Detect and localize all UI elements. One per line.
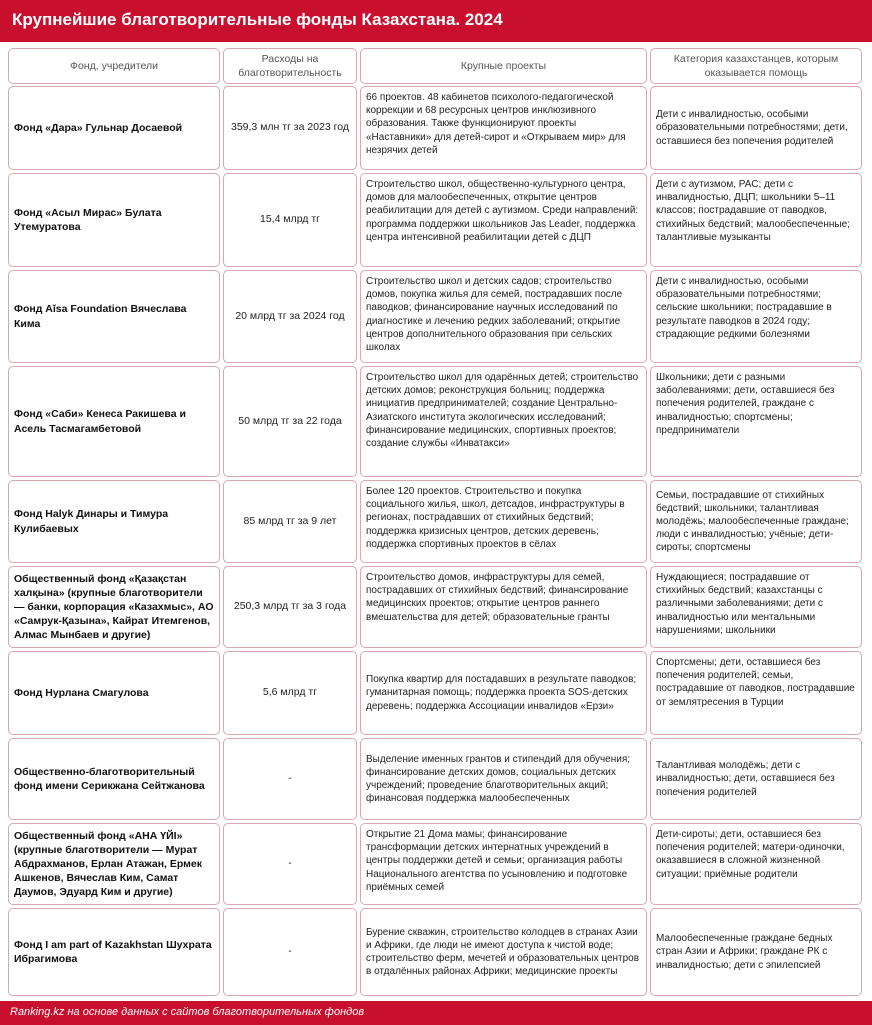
projects-cell: Строительство домов, инфраструктуры для семей, пострадавших от стихийных бедствий; финансирование медицинских проектов; открытие центров раннего вмешательства для детей; образовательные гранты xyxy=(360,566,647,648)
spending-cell: 250,3 млрд тг за 3 года xyxy=(223,566,357,648)
page-title: Крупнейшие благотворительные фонды Казахстана. 2024 xyxy=(12,10,503,29)
projects-cell: Строительство школ для одарённых детей; строительство детских домов; реконструкция больниц; поддержка инициатив предпринимателей; создание Центрально-Азиатского института экологических исследований; финансирование медицинских, спортивных проектов; создание службы «Инватакси» xyxy=(360,366,647,477)
projects-cell: Бурение скважин, строительство колодцев в странах Азии и Африки, где люди не имеют доступа к чистой воде; строительство ферм, мечетей и образовательных центров в отдалённых районах Африки; медицинские проекты xyxy=(360,908,647,996)
category-cell: Дети с инвалидностью, особыми образовательными потребностями; сельские школьники; пострадавшие в результате паводков в 2024 году; страдающие редкими болезнями xyxy=(650,270,862,363)
category-cell: Дети с инвалидностью, особыми образовательными потребностями; дети, оставшиеся без попечения родителей xyxy=(650,86,862,170)
fund-name-cell: Фонд Нурлана Смагулова xyxy=(8,651,220,735)
category-cell: Малообеспеченные граждане бедных стран Азии и Африки; граждане РК с инвалидностью; дети с эпилепсией xyxy=(650,908,862,996)
category-cell: Талантливая молодёжь; дети с инвалидностью; дети, оставшиеся без попечения родителей xyxy=(650,738,862,820)
footer-bar xyxy=(0,1001,872,1025)
fund-name-cell: Общественный фонд «Қазақстан халқына» (крупные благотворители — банки, корпорация «Казахмыс», АО «Самрук-Қазына», Кайрат Итемгенов, Алмас Мынбаев и другие) xyxy=(8,566,220,648)
title-bar xyxy=(0,0,872,42)
projects-cell: Строительство школ и детских садов; строительство домов, покупка жилья для семей, пострадавших после паводков; финансирование научных исследований по диагностике и лечению редких заболеваний; открытие центров дополнительного образования при сельских школах xyxy=(360,270,647,363)
fund-name-cell: Фонд Halyk Динары и Тимура Кулибаевых xyxy=(8,480,220,563)
spending-cell: - xyxy=(223,908,357,996)
header-spend: Расходы на благотворительность xyxy=(223,48,357,84)
header-category: Категория казахстанцев, которым оказывается помощь xyxy=(650,48,862,84)
projects-cell: 66 проектов. 48 кабинетов психолого-педагогической коррекции и 68 ресурсных центров инклюзивного образования. Также функционируют проекты «Наставники» для детей-сирот и «Открываем мир» для незрячих детей xyxy=(360,86,647,170)
spending-cell: - xyxy=(223,738,357,820)
projects-cell: Строительство школ, общественно-культурного центра, домов для малообеспеченных, открытие центров реабилитации для детей с аутизмом. Среди направлений: программа поддержки школьников Jas Leader, поддержка центра интенсивной реабилитации детей с ДЦП xyxy=(360,173,647,267)
category-cell: Школьники; дети с разными заболеваниями; дети, оставшиеся без попечения родителей, граждане с инвалидностью; спортсмены; предприниматели xyxy=(650,366,862,477)
source-note: Ranking.kz на основе данных с сайтов благотворительных фондов xyxy=(10,1006,365,1018)
spending-cell: 15,4 млрд тг xyxy=(223,173,357,267)
header-projects: Крупные проекты xyxy=(360,48,647,84)
spending-cell: 50 млрд тг за 22 года xyxy=(223,366,357,477)
fund-name-cell: Общественно-благотворительный фонд имени Серикжана Сейтжанова xyxy=(8,738,220,820)
category-cell: Дети с аутизмом, РАС; дети с инвалидностью, ДЦП; школьники 5–11 классов; пострадавшие от паводков, стихийных бедствий; малообеспеченные; талантливые музыканты xyxy=(650,173,862,267)
spending-cell: 85 млрд тг за 9 лет xyxy=(223,480,357,563)
projects-cell: Открытие 21 Дома мамы; финансирование трансформации детских интернатных учреждений в центры поддержки детей и семьи; организация работы Национального агентства по усыновлению и подготовке приёмных семей xyxy=(360,823,647,905)
spending-cell: 5,6 млрд тг xyxy=(223,651,357,735)
spending-cell: 359,3 млн тг за 2023 год xyxy=(223,86,357,170)
projects-cell: Выделение именных грантов и стипендий для обучения; финансирование детских домов, социальных детских учреждений; проведение благотворительных акций; финансовая поддержка малообеспеченных xyxy=(360,738,647,820)
fund-name-cell: Фонд «Асыл Мирас» Булата Утемуратова xyxy=(8,173,220,267)
projects-cell: Покупка квартир для постадавших в результате паводков; гуманитарная помощь; поддержка проекта SOS-детских деревень; поддержка Ассоциации инвалидов «Ерзи» xyxy=(360,651,647,735)
fund-name-cell: Фонд «Саби» Кенеса Ракишева и Асель Тасмагамбетовой xyxy=(8,366,220,477)
header-fund: Фонд, учредители xyxy=(8,48,220,84)
fund-name-cell: Общественный фонд «АНА ҮЙІ» (крупные благотворители — Мурат Абдрахманов, Ерлан Атажан, Ермек Ашкенов, Вячеслав Ким, Самат Даумов, Эдуард Ким и другие) xyxy=(8,823,220,905)
category-cell: Дети-сироты; дети, оставшиеся без попечения родителей; матери-одиночки, оказавшиеся в сложной жизненной ситуации; приёмные родители xyxy=(650,823,862,905)
spending-cell: 20 млрд тг за 2024 год xyxy=(223,270,357,363)
projects-cell: Более 120 проектов. Строительство и покупка социального жилья, школ, детсадов, инфраструктуры в регионах, пострадавших от стихийных бедствий; поддержка кризисных центров, детских деревень; поддержка спортивных проектов в сёлах xyxy=(360,480,647,563)
fund-name-cell: Фонд Aĭsa Foundation Вячеслава Кима xyxy=(8,270,220,363)
category-cell: Нуждающиеся; пострадавшие от стихийных бедствий; казахстанцы с различными заболеваниями; дети с инвалидностью или ментальными нарушениями; школьники xyxy=(650,566,862,648)
category-cell: Семьи, пострадавшие от стихийных бедствий; школьники; талантливая молодёжь; малообеспеченные граждане; люди с инвалидностью; учёные; дети-сироты; спортсмены xyxy=(650,480,862,563)
fund-name-cell: Фонд I am part of Kazakhstan Шухрата Ибрагимова xyxy=(8,908,220,996)
spending-cell: - xyxy=(223,823,357,905)
category-cell: Спортсмены; дети, оставшиеся без попечения родителей; семьи, пострадавшие от паводков, пострадавшие от землятресения в Турции xyxy=(650,651,862,735)
fund-name-cell: Фонд «Дара» Гульнар Досаевой xyxy=(8,86,220,170)
